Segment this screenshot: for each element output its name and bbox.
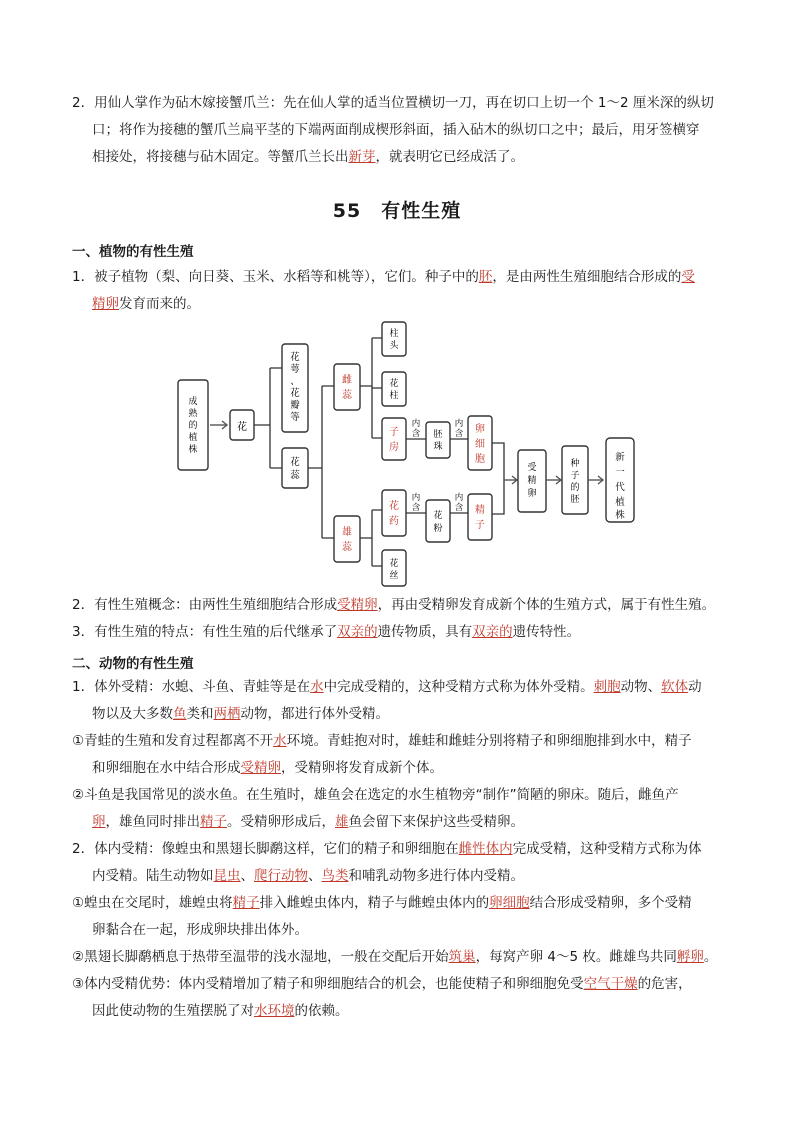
intro-line-2: 口；将作为接穗的蟹爪兰扁平茎的下端两面削成楔形斜面，插入砧木的纵切口之中；最后，用牙签横穿 <box>92 122 700 138</box>
stamenpistil-box <box>282 448 308 488</box>
stamen-label: 雄蕊 <box>342 527 352 553</box>
ovule-label: 胚珠 <box>433 430 443 452</box>
filament-label: 花丝 <box>389 559 399 581</box>
contains-label-4: 内含 <box>454 493 464 513</box>
pollen-label: 花粉 <box>433 511 443 534</box>
stigma-label: 柱头 <box>389 329 399 351</box>
plant-paragraph-1: 1．被子植物（梨、向日葵、玉米、水稻等和桃等），它们。种子中的胚，是由两性生殖细胞结合形成的受 精卵发育而来的。 <box>72 269 695 312</box>
sperm-box <box>468 494 492 540</box>
highlight-term: 新芽 <box>348 149 376 165</box>
flower-label: 花 <box>237 422 247 433</box>
anther-box <box>382 490 406 536</box>
pollen-box <box>426 500 450 542</box>
pistil-box <box>334 364 360 410</box>
section-heading-plant: 一、植物的有性生殖 <box>72 244 194 260</box>
calyx-label: 花萼、花瓣等 <box>290 352 300 423</box>
plant-paragraph-2: 2．有性生殖概念：由两性生殖细胞结合形成受精卵，再由受精卵发育成新个体的生殖方式，属于有性生殖。 3．有性生殖的特点：有性生殖的后代继承了双亲的遗传物质，具有双亲的遗传特性。 <box>72 597 716 640</box>
zygote-label: 受精卵 <box>527 463 537 499</box>
egg-label: 卵细胞 <box>475 424 485 465</box>
contains-label-3: 内含 <box>411 493 421 513</box>
ovary-label: 子房 <box>389 427 399 453</box>
intro-paragraph <box>72 90 722 171</box>
section-heading-animal: 二、动物的有性生殖 <box>72 656 194 672</box>
mature-plant-label: 成熟的植株 <box>188 397 198 455</box>
sperm-label: 精子 <box>475 505 485 531</box>
intro-line-3: 相接处，将接穗与砧木固定。等蟹爪兰长出新芽，就表明它已经成活了。 <box>92 149 524 165</box>
contains-label-2: 内含 <box>454 419 464 439</box>
newplant-label: 新一代植株 <box>615 452 625 521</box>
embryo-label: 种子的胚 <box>570 459 580 505</box>
contains-label-1: 内含 <box>411 419 421 439</box>
ovary-box <box>382 418 406 460</box>
animal-paragraphs: 1．体外受精：水螅、斗鱼、青蛙等是在水中完成受精的，这种受精方式称为体外受精。刺胞动物、软体动 物以及大多数鱼类和两栖动物，都进行体外受精。 ①青蛙的生殖和发育过程都离不开水环境。青蛙抱对时，雄蛙和雌蛙分别将精子和卵细胞排到水中，精子 和卵细胞在水中结合形成受精卵，受精卵将发育成新个体。 ②斗鱼是我国常见的淡水鱼。在生殖时，雄鱼会在选定的水生植物旁“制作”简陋的卵床。随后，雌鱼产 卵，雄鱼同时排出精子。受精卵形成后，雄鱼会留下来保护这些受精卵。 2．体内受精：像蝗虫和黑翅长脚鹬这样，它们的精子和卵细胞在雌性体内完成受精，这种受精方式称为体 内受精。陆生动物如昆虫、爬行动物、鸟类和哺乳动物多进行体内受精。 ①蝗虫在交尾时，雄蝗虫将精子排入雌蝗虫体内，精子与雌蝗虫体内的卵细胞结合形成受精卵，多个受精 卵黏合在一起，形成卵块排出体外。 ②黑翅长脚鹬栖息于热带至温带的浅水湿地，一般在交配后开始筑巢，每窝产卵 4～5 枚。雌雄鸟共同孵卵。 ③体内受精优势：体内受精增加了精子和卵细胞结合的机会，也能使精子和卵细胞免受空气干燥的危害， 因此使动物的生殖摆脱了对水环境的依赖。 <box>72 679 718 1019</box>
intro-line-1: 2．用仙人掌作为砧木嫁接蟹爪兰：先在仙人掌的适当位置横切一刀，再在切口上切一个 1～2 厘米深的纵切 <box>72 95 714 111</box>
flower-structure-diagram <box>170 318 640 588</box>
ovule-box <box>426 422 450 458</box>
anther-label: 花药 <box>389 501 399 527</box>
pistil-label: 雌蕊 <box>342 375 352 401</box>
stamenpistil-label: 花蕊 <box>290 457 300 481</box>
style-label: 花柱 <box>389 379 399 401</box>
stamen-box <box>334 516 360 562</box>
section-title: 55 有性生殖 <box>332 200 462 222</box>
